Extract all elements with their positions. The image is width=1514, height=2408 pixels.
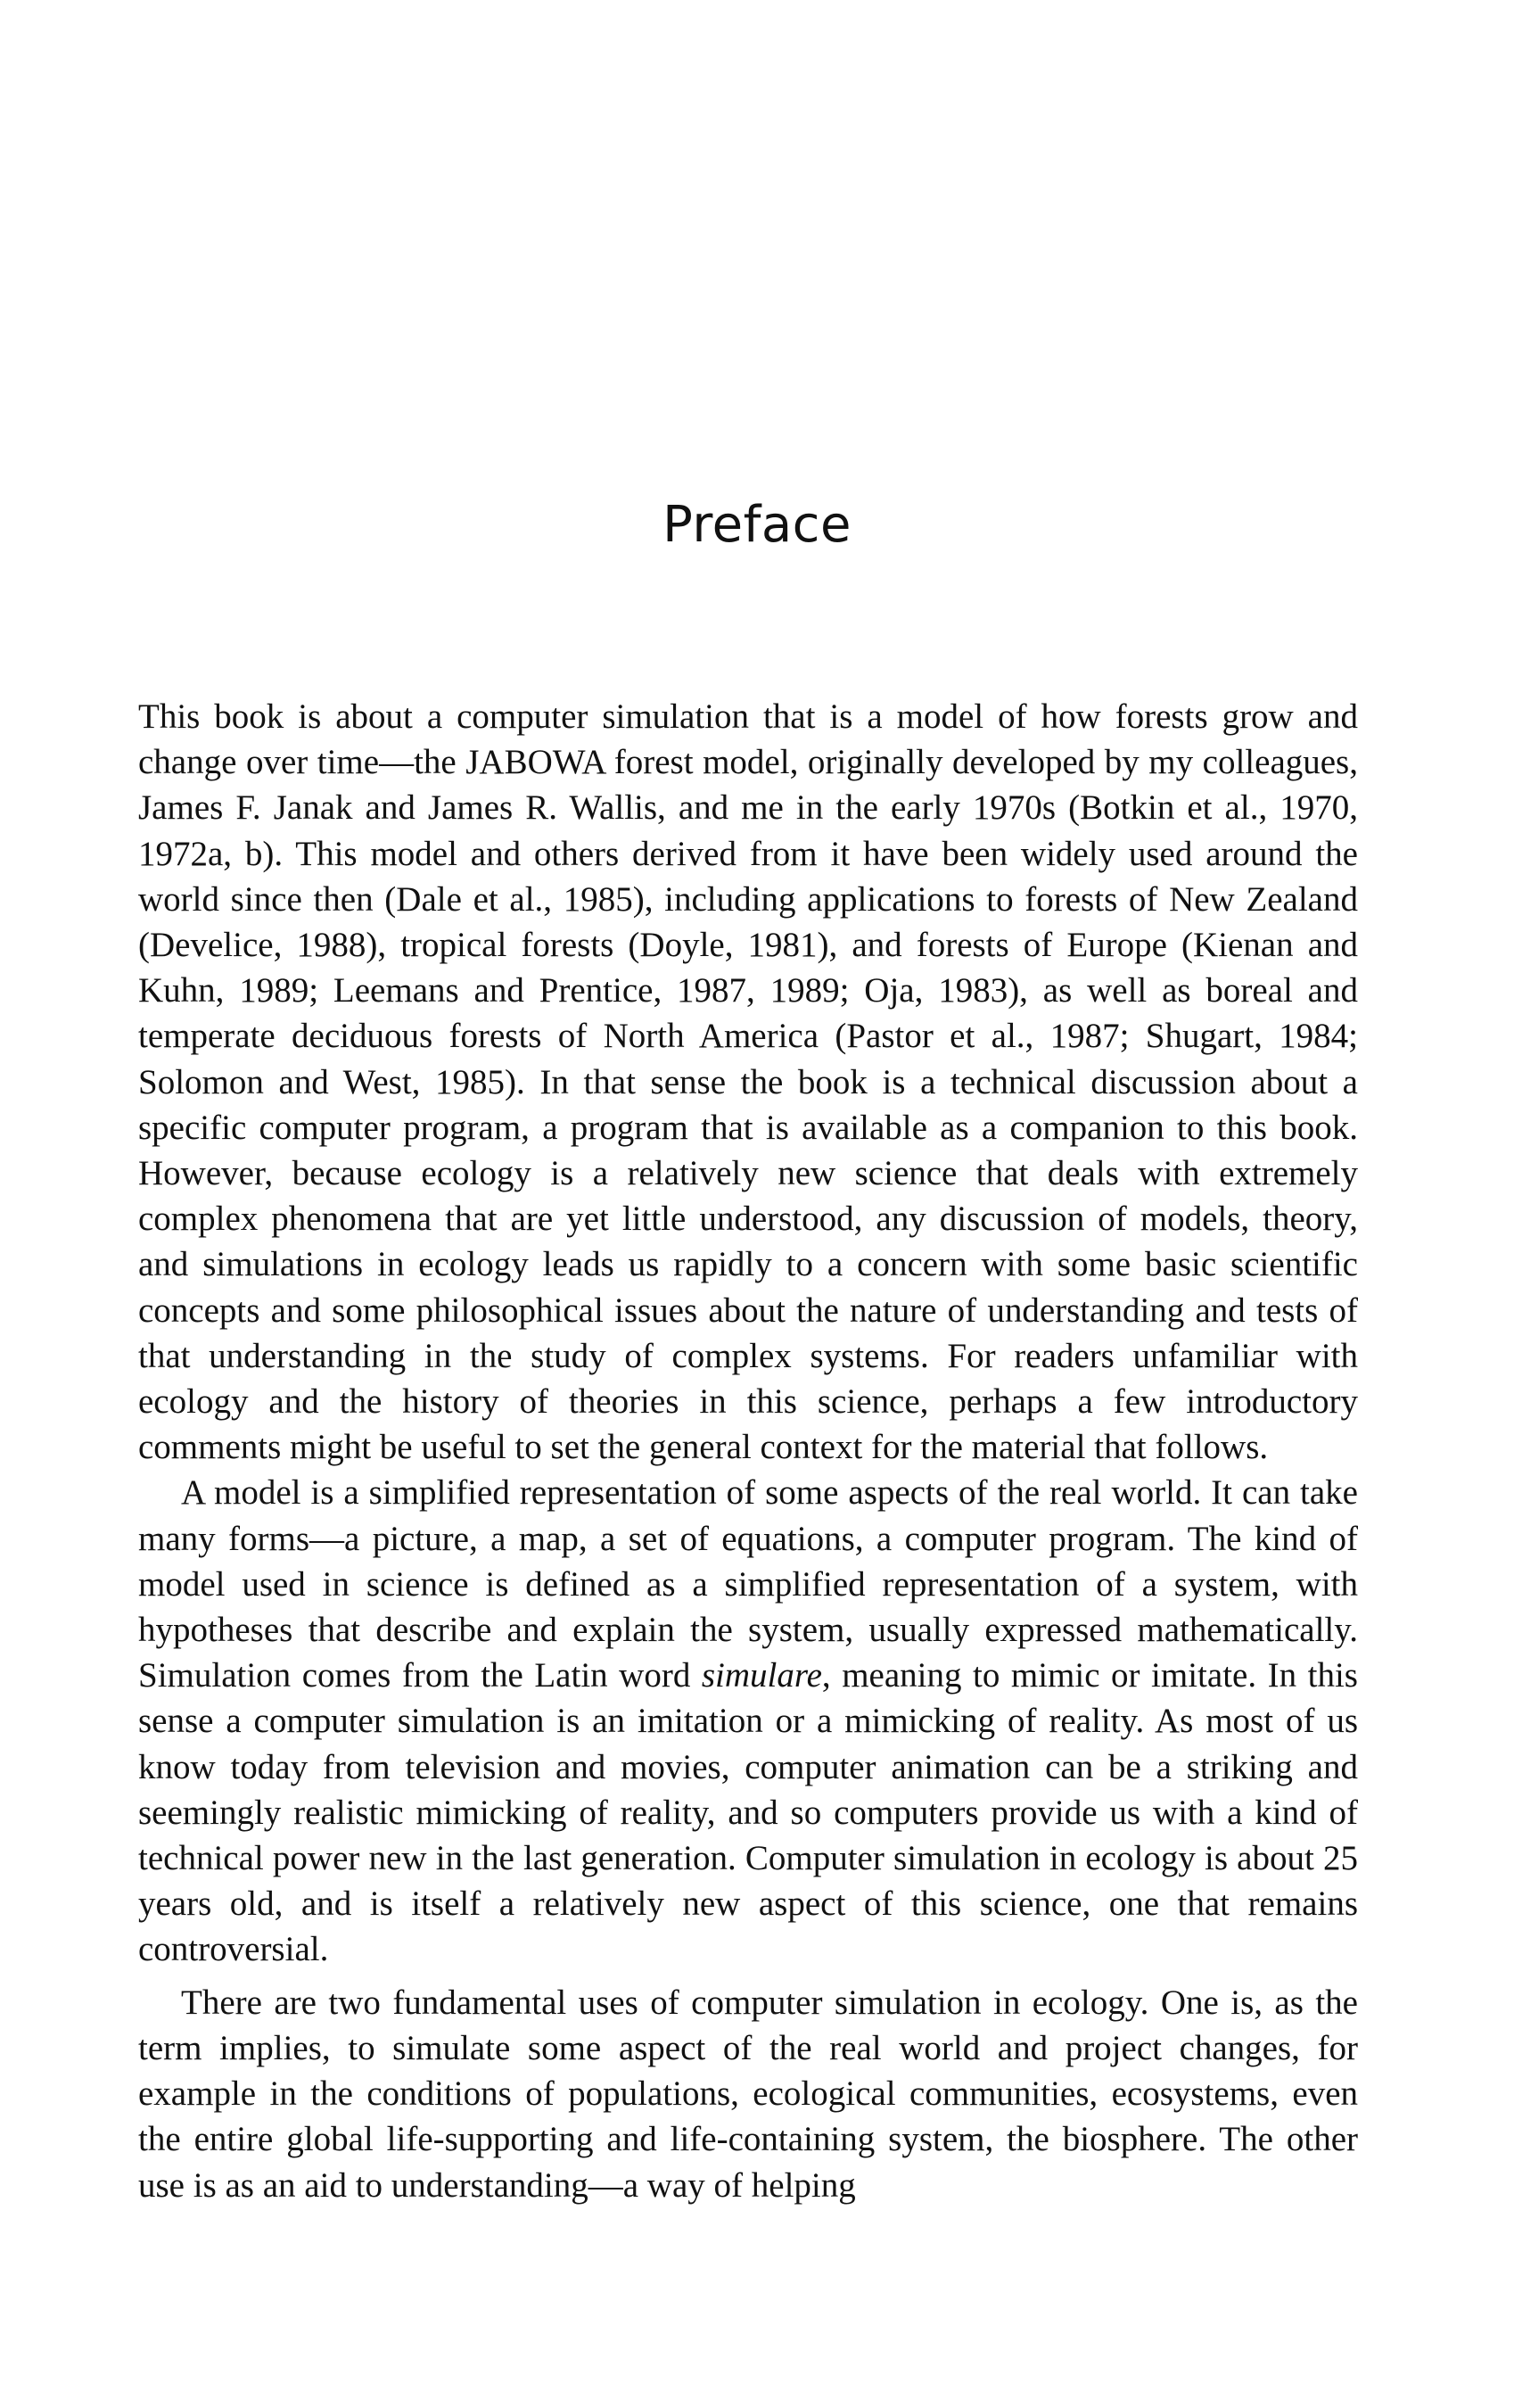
paragraph-1: This book is about a computer simulation that is a model of how forests grow and change over time—the JABOWA forest model, originally developed by my colleagues, James F. Janak and James R. Wallis, and me in the early 1970s (Botkin et al., 1970, 1972a, b). This model and others derived from it have been widely used around the world since then (Dale et al., 1985), including applications to forests of New Zealand (Develice, 1988), tropical forests (Doyle, 1981), and forests of Europe (Kienan and Kuhn, 1989; Leemans and Prentice, 1987, 1989; Oja, 1983), as well as boreal and temperate deciduous forests of North America (Pastor et al., 1987; Shugart, 1984; Solomon and West, 1985). In that sense the book is a technical discussion about a specific computer program, a program that is available as a companion to this book. However, because ecology is a relatively new science that deals with extremely complex phenomena that are yet little understood, any discussion of models, theory, and simulations in ecology leads us rapidly to a concern with some basic scientific concepts and some philosophical issues about the nature of understanding and tests of that understanding in the study of complex systems. For readers unfamiliar with ecology and the history of theories in this science, perhaps a few introductory comments might be useful to set the general context for the material that follows. <box>138 697 1358 1467</box>
preface-body <box>138 694 1358 2208</box>
paragraph-3: There are two fundamental uses of computer simulation in ecology. One is, as the term implies, to simulate some aspect of the real world and project changes, for example in the conditions of populations, ecological communities, ecosystems, even the entire global life-supporting and life-containing system, the biosphere. The other use is as an aid to understanding—a way of helping <box>138 1983 1358 2205</box>
paragraph-2 <box>138 1470 1358 1972</box>
paragraph-2-text-before: A model is a simplified representation of some aspects of the real world. It can take many forms—a picture, a map, a set of equations, a computer program. The kind of model used in science is defined as a simplified representation of a system, with hypotheses that describe and explain the system, usually expressed mathematically. Simulation comes from the Latin word <box>138 1473 1358 1695</box>
latin-term-simulare: simulare <box>701 1656 822 1695</box>
paragraph-2-text-after: , meaning to mimic or imitate. In this sense a computer simulation is an imitation or a mimicking of reality. As most of us know today from television and movies, computer animation can be a striking and seemingly realistic mimicking of reality, and so computers provide us with a kind of technical power new in the last generation. Computer simulation in ecology is about 25 years old, and is itself a relatively new aspect of this science, one that remains controversial. <box>138 1656 1358 1969</box>
page-title: Preface <box>662 496 852 554</box>
